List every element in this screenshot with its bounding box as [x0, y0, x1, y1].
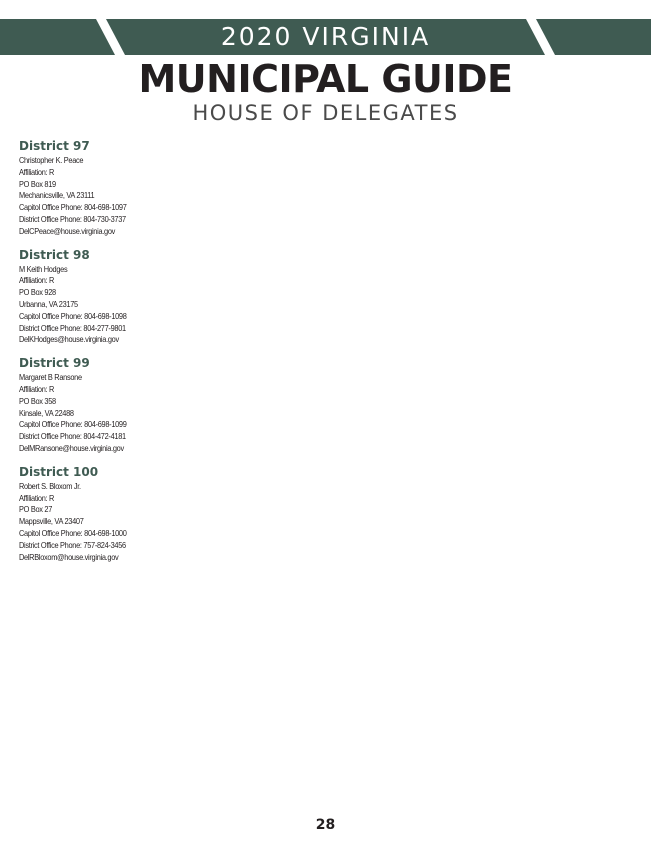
district-office-phone: District Office Phone: 804-472-4181: [19, 431, 126, 442]
district-heading: District 99: [19, 356, 90, 371]
page-subtitle: HOUSE OF DELEGATES: [192, 101, 459, 125]
district-entry: [19, 465, 319, 564]
delegate-name: Christopher K. Peace: [19, 155, 84, 165]
delegate-email: DelKHodges@house.virginia.gov: [19, 334, 119, 345]
delegate-address-line2: Urbanna, VA 23175: [19, 298, 78, 309]
district-entry: [19, 139, 319, 238]
district-office-phone: District Office Phone: 804-277-9801: [19, 322, 126, 333]
district-entry: [19, 356, 319, 455]
district-office-phone: District Office Phone: 804-730-3737: [19, 213, 126, 224]
district-list: [19, 139, 319, 573]
delegate-affiliation: Affiliation: R: [19, 383, 55, 394]
delegate-email: DelRBloxom@house.virginia.gov: [19, 551, 119, 562]
delegate-address-line1: PO Box 27: [19, 504, 53, 515]
delegate-address-line1: PO Box 928: [19, 287, 56, 298]
district-heading: District 98: [19, 247, 90, 262]
district-office-phone: District Office Phone: 757-824-3456: [19, 539, 126, 550]
delegate-name: M Keith Hodges: [19, 263, 68, 274]
district-heading: District 100: [19, 464, 99, 479]
page-title: MUNICIPAL GUIDE: [138, 57, 513, 101]
delegate-name: Robert S. Bloxom Jr.: [19, 480, 81, 491]
delegate-affiliation: Affiliation: R: [19, 492, 55, 503]
capitol-office-phone: Capitol Office Phone: 804-698-1000: [19, 527, 127, 538]
banner-title: 2020 VIRGINIA: [220, 22, 431, 51]
delegate-email: DelMRansone@house.virginia.gov: [19, 442, 124, 453]
delegate-name: Margaret B Ransone: [19, 372, 82, 383]
delegate-address-line2: Kinsale, VA 22488: [19, 407, 74, 418]
capitol-office-phone: Capitol Office Phone: 804-698-1098: [19, 310, 127, 321]
page-number: 28: [315, 817, 336, 833]
delegate-address-line1: PO Box 358: [19, 395, 56, 406]
district-entry: [19, 248, 319, 347]
district-heading: District 97: [19, 139, 90, 153]
delegate-address-line2: Mechanicsville, VA 23111: [19, 190, 95, 201]
capitol-office-phone: Capitol Office Phone: 804-698-1097: [19, 202, 127, 213]
capitol-office-phone: Capitol Office Phone: 804-698-1099: [19, 419, 127, 430]
delegate-address-line2: Mappsville, VA 23407: [19, 516, 84, 527]
delegate-email: DelCPeace@house.virginia.gov: [19, 225, 116, 236]
delegate-affiliation: Affiliation: R: [19, 166, 55, 177]
delegate-affiliation: Affiliation: R: [19, 275, 55, 286]
delegate-address-line1: PO Box 819: [19, 178, 56, 189]
